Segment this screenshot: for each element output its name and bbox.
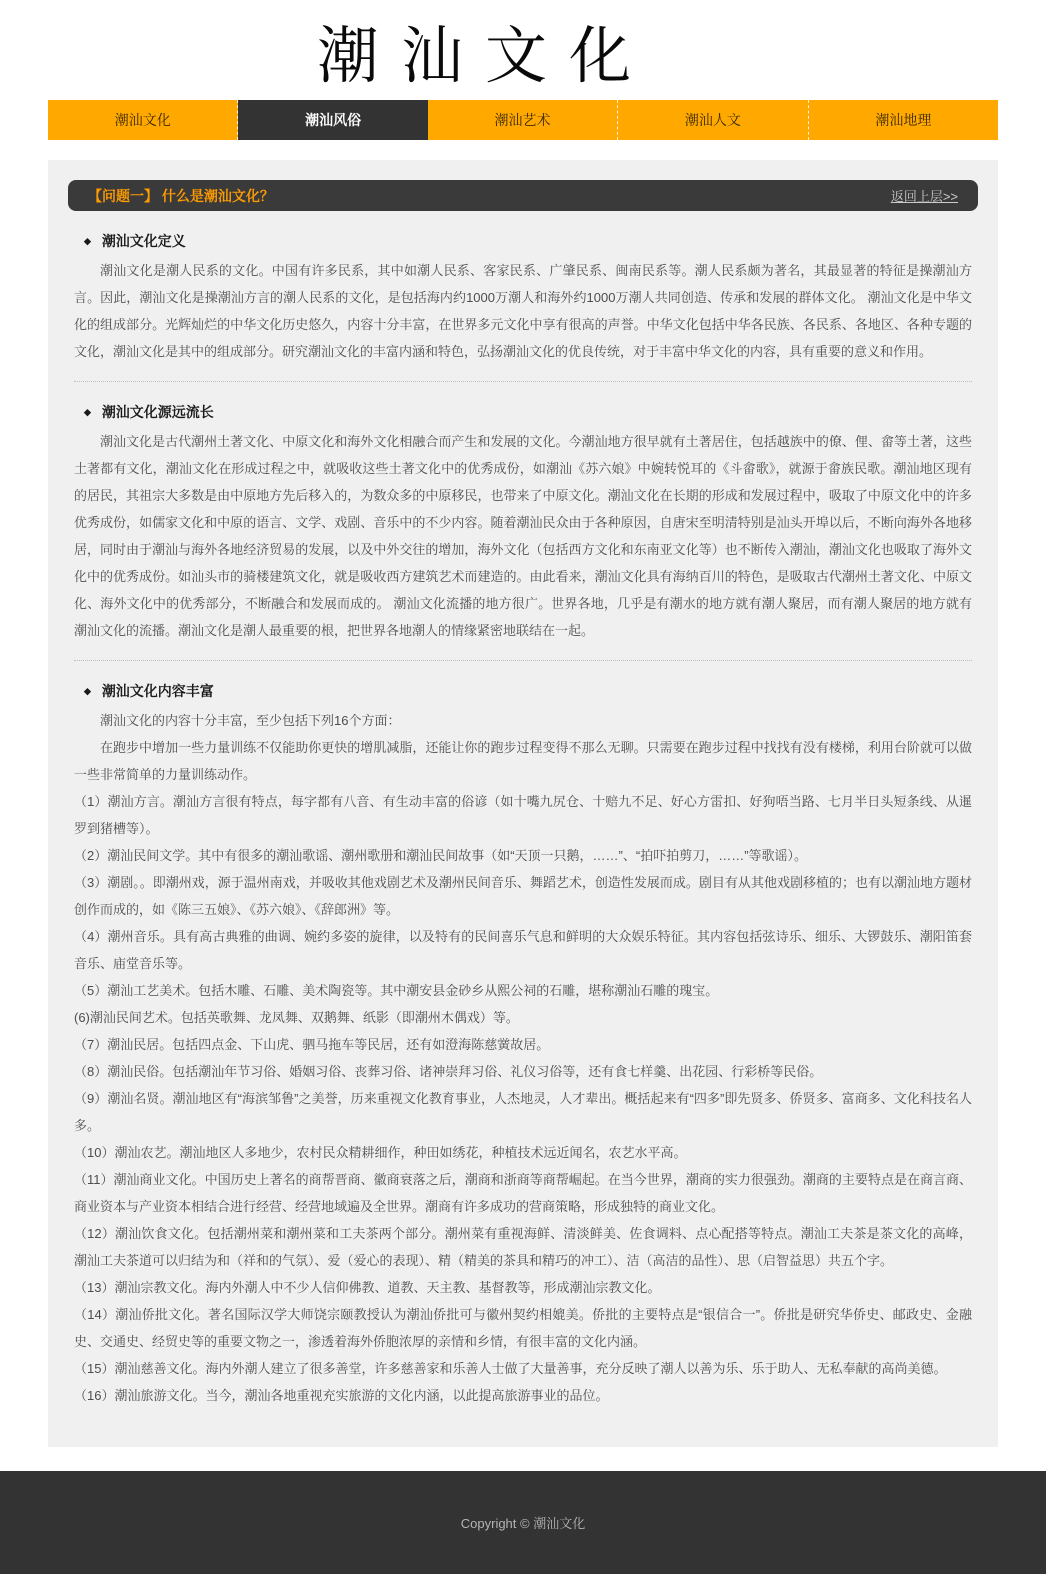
section-heading-text: 潮汕文化源远流长 [101,404,214,420]
section-heading [74,681,972,701]
list-item: （1）潮汕方言。潮汕方言很有特点，每字都有八音、有生动丰富的俗谚（如十嘴九尻仓、十赔九不足、好心方雷扣、好狗唔当路、七月半日头短条线、从暹罗到猪槽等）。 [74,794,972,836]
list-item: （9）潮汕名贤。潮汕地区有“海滨邹鲁”之美誉，历来重视文化教育事业，人杰地灵，人才辈出。概括起来有“四多”即先贤多、侨贤多、富商多、文化科技名人多。 [74,1091,972,1133]
paragraph: 在跑步中增加一些力量训练不仅能助你更快的增肌减脂，还能让你的跑步过程变得不那么无聊。只需要在跑步过程中找找有没有楼梯，利用台阶就可以做一些非常简单的力量训练动作。 [74,740,972,782]
question-header-bar [68,180,978,211]
paragraph: 潮汕文化是古代潮州土著文化、中原文化和海外文化相融合而产生和发展的文化。今潮汕地方很早就有土著居住，包括越族中的僚、俚、畲等土著，这些土著都有文化，潮汕文化在形成过程之中，就吸收这些土著文化中的优秀成份，如潮汕《苏六娘》中婉转悦耳的《斗畲歌》，就源于畲族民歌。潮汕地区现有的居民，其祖宗大多数是由中原地方先后移入的，为数众多的中原移民，也带来了中原文化。潮汕文化在长期的形成和发展过程中，吸取了中原文化中的许多优秀成份，如儒家文化和中原的语言、文学、戏剧、音乐中的不少内容。随着潮汕民众由于各种原因，自唐宋至明清特别是汕头开埠以后，不断向海外各地移居，同时由于潮汕与海外各地经济贸易的发展，以及中外交往的增加，海外文化（包括西方文化和东南亚文化等）也不断传入潮汕，潮汕文化也吸取了海外文化中的优秀成份。如汕头市的骑楼建筑文化，就是吸收西方建筑艺术而建造的。由此看来，潮汕文化具有海纳百川的特色，是吸取古代潮州土著文化、中原文化、海外文化中的优秀部分，不断融合和发展而成的。 潮汕文化流播的地方很广。世界各地，几乎是有潮水的地方就有潮人聚居，而有潮人聚居的地方就有潮汕文化的流播。潮汕文化是潮人最重要的根，把世界各地潮人的情缘紧密地联结在一起。 [74,434,972,638]
section-divider [74,660,972,661]
nav-tab-chaoshan-customs[interactable]: 潮汕风俗 [238,100,427,140]
paragraph: 潮汕文化是潮人民系的文化。中国有许多民系，其中如潮人民系、客家民系、广肇民系、闽南民系等。潮人民系颇为著名，其最显著的特征是操潮汕方言。因此，潮汕文化是操潮汕方言的潮人民系的文化，是包括海内约1000万潮人和海外约1000万潮人共同创造、传承和发展的群体文化。 潮汕文化是中华文化的组成部分。光辉灿烂的中华文化历史悠久，内容十分丰富，在世界多元文化中享有很高的声誉。中华文化包括中华各民族、各民系、各地区、各种专题的文化，潮汕文化是其中的组成部分。研究潮汕文化的丰富内涵和特色，弘扬潮汕文化的优良传统，对于丰富中华文化的内容，具有重要的意义和作用。 [74,263,972,359]
copyright-text: Copyright © 潮汕文化 [460,1516,586,1531]
list-item: (6)潮汕民间艺术。包括英歌舞、龙凤舞、双鹅舞、纸影（即潮州木偶戏）等。 [74,1010,519,1025]
site-header [0,0,1046,100]
content-panel [48,160,998,1447]
list-item: （4）潮州音乐。具有高古典雅的曲调、婉约多姿的旋律，以及特有的民间喜乐气息和鲜明的大众娱乐特征。其内容包括弦诗乐、细乐、大锣鼓乐、潮阳笛套音乐、庙堂音乐等。 [74,929,972,971]
section-divider [74,381,972,382]
list-item: （14）潮汕侨批文化。著名国际汉学大师饶宗颐教授认为潮汕侨批可与徽州契约相媲美。侨批的主要特点是“银信合一”。侨批是研究华侨史、邮政史、金融史、交通史、经贸史等的重要文物之一，渗透着海外侨胞浓厚的亲情和乡情，有很丰富的文化内涵。 [74,1307,972,1349]
section-definition [74,231,972,365]
list-item: （2）潮汕民间文学。其中有很多的潮汕歌谣、潮州歌册和潮汕民间故事（如“天顶一只鹅，……”、“拍吓拍剪刀，……”等歌谣）。 [74,848,808,863]
main-nav [48,100,998,140]
back-to-parent-link[interactable]: 返回上层>> [890,189,958,204]
list-item: （7）潮汕民居。包括四点金、下山虎、驷马拖车等民居，还有如澄海陈慈黉故居。 [74,1037,550,1052]
list-item: （8）潮汕民俗。包括潮汕年节习俗、婚姻习俗、丧葬习俗、诸神崇拜习俗、礼仪习俗等，还有食七样羹、出花园、行彩桥等民俗。 [74,1064,823,1079]
list-item: （16）潮汕旅游文化。当今，潮汕各地重视充实旅游的文化内涵，以此提高旅游事业的品位。 [74,1388,609,1403]
nav-tab-chaoshan-art[interactable]: 潮汕艺术 [428,100,618,140]
list-item: （15）潮汕慈善文化。海内外潮人建立了很多善堂，许多慈善家和乐善人士做了大量善事，充分反映了潮人以善为乐、乐于助人、无私奉献的高尚美德。 [74,1361,947,1376]
question-title: 【问题一】 什么是潮汕文化？ [88,187,274,204]
section-heading-text: 潮汕文化内容丰富 [101,683,214,699]
section-heading-text: 潮汕文化定义 [101,233,186,249]
list-item: （13）潮汕宗教文化。海内外潮人中不少人信仰佛教、道教、天主教、基督教等，形成潮汕宗教文化。 [74,1280,661,1295]
list-item: （5）潮汕工艺美术。包括木雕、石雕、美术陶瓷等。其中潮安县金砂乡从熙公祠的石雕，堪称潮汕石雕的瑰宝。 [74,983,719,998]
site-footer [0,1471,1046,1574]
section-heading [74,231,972,251]
section-rich-content [74,681,972,1409]
list-item: （12）潮汕饮食文化。包括潮州菜和潮州菜和工夫茶两个部分。潮州菜有重视海鲜、清淡鲜美、佐食调料、点心配搭等特点。潮汕工夫茶是茶文化的高峰，潮汕工夫茶道可以归结为和（祥和的气氛）、爱（爱心的表现）、精（精美的茶具和精巧的冲工）、洁（高洁的品性）、思（启智益思）共五个字。 [74,1226,972,1268]
section-history [74,402,972,644]
section-heading [74,402,972,422]
diamond-icon: ◆ [84,407,91,417]
list-item: （10）潮汕农艺。潮汕地区人多地少，农村民众精耕细作，种田如绣花，种植技术远近闻名，农艺水平高。 [74,1145,687,1160]
article-body [68,231,978,1409]
diamond-icon: ◆ [84,686,91,696]
diamond-icon: ◆ [84,236,91,246]
nav-tab-chaoshan-geography[interactable]: 潮汕地理 [875,112,932,128]
site-title: 潮汕文化 [316,18,653,92]
nav-tab-chaoshan-humanities[interactable]: 潮汕人文 [618,100,808,140]
list-item: （11）潮汕商业文化。中国历史上著名的商帮晋商、徽商衰落之后，潮商和浙商等商帮崛起。在当今世界，潮商的实力很强劲。潮商的主要特点是在商言商、商业资本与产业资本相结合进行经营、经营地域遍及全世界。潮商有许多成功的营商策略，形成独特的商业文化。 [74,1172,972,1214]
paragraph: 潮汕文化的内容十分丰富，至少包括下列16个方面： [100,713,401,728]
list-item: （3）潮剧。。即潮州戏，源于温州南戏，并吸收其他戏剧艺术及潮州民间音乐、舞蹈艺术，创造性发展而成。剧目有从其他戏剧移植的；也有以潮汕地方题材创作而成的，如《陈三五娘》、《苏六娘》、《辞郎洲》等。 [74,875,972,917]
nav-tab-chaoshan-culture[interactable]: 潮汕文化 [48,100,238,140]
